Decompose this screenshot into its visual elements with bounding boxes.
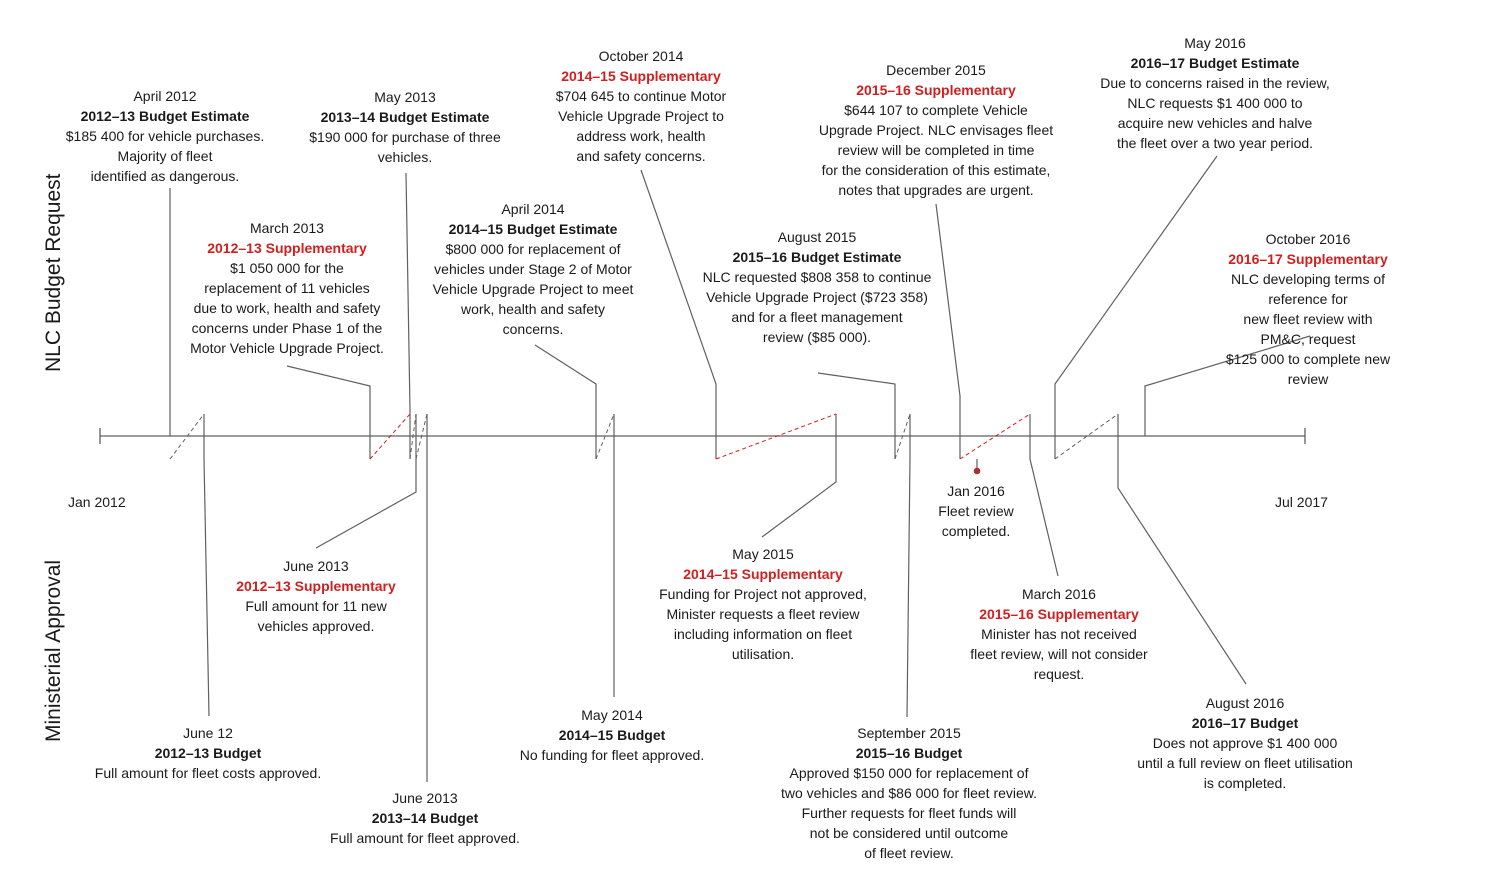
event-text: Funding for Project not approved, Minister requests a fleet review including information on fleet utilisation. <box>659 586 867 662</box>
event-date: May 2016 <box>1184 35 1246 51</box>
event-date: April 2014 <box>501 201 565 217</box>
event-text: Minister has not received fleet review, will not consider request. <box>970 626 1148 682</box>
side-label-nlc-budget-request: NLC Budget Request <box>42 173 65 372</box>
event-text: Due to concerns raised in the review, NLC requests $1 400 000 to acquire new vehicles and halve the fleet over a two year period. <box>1100 75 1330 151</box>
event-date: August 2015 <box>777 229 857 245</box>
connector-line-14 <box>762 414 836 537</box>
event-date: March 2013 <box>250 220 324 236</box>
event-august-2016 <box>1137 693 1353 793</box>
event-may-2013 <box>309 87 500 167</box>
event-text: NLC requested $808 358 to continue Vehicle Upgrade Project ($723 358) and for a fleet management review ($85 000). <box>702 269 932 345</box>
event-text: $185 400 for vehicle purchases. Majority of fleet identified as dangerous. <box>65 128 265 184</box>
event-date: April 2012 <box>133 88 197 104</box>
event-text: Does not approve $1 400 000 until a full review on fleet utilisation is completed. <box>1137 735 1353 791</box>
event-date: June 2013 <box>283 558 349 574</box>
timeline-axis <box>100 428 1305 444</box>
connector-line-11 <box>316 414 416 548</box>
event-may-2015 <box>659 544 867 664</box>
connector-line-8 <box>1055 156 1217 459</box>
connector-line-4 <box>535 345 596 459</box>
event-august-2015 <box>703 227 932 347</box>
event-heading: 2012–13 Budget Estimate <box>80 108 250 124</box>
event-date: October 2016 <box>1265 231 1351 247</box>
event-heading: 2012–13 Supplementary <box>207 240 367 256</box>
event-date: December 2015 <box>886 62 986 78</box>
event-text: Full amount for 11 new vehicles approved. <box>245 598 387 634</box>
event-march-2013 <box>190 218 384 358</box>
fleet-review-milestone-marker <box>974 459 981 474</box>
event-may-2014 <box>520 705 704 765</box>
event-september-2015 <box>781 723 1037 863</box>
event-heading: 2013–14 Budget <box>371 810 479 826</box>
milestone-text: Fleet review completed. <box>938 503 1014 539</box>
event-date: May 2015 <box>732 546 794 562</box>
event-heading: 2015–16 Supplementary <box>856 82 1016 98</box>
event-june-2013-budget <box>330 788 520 848</box>
event-october-2016 <box>1220 229 1397 389</box>
side-label-ministerial-approval: Ministerial Approval <box>42 559 65 742</box>
event-june-2012 <box>95 723 321 783</box>
event-heading: 2016–17 Budget <box>1191 715 1299 731</box>
event-heading: 2014–15 Budget <box>558 727 666 743</box>
event-text: Full amount for fleet costs approved. <box>94 765 322 781</box>
connector-line-16 <box>1030 414 1058 576</box>
event-march-2016 <box>970 584 1147 684</box>
event-date: March 2016 <box>1022 586 1096 602</box>
event-june-2013-supplementary <box>236 556 396 636</box>
event-heading: 2014–15 Supplementary <box>683 566 843 582</box>
event-text: $644 107 to complete Vehicle Upgrade Project. NLC envisages fleet review will be completed in time for the consideration of this estimate, notes that upgrades are urgent. <box>818 102 1054 198</box>
connector-line-15 <box>907 414 910 717</box>
event-heading: 2014–15 Supplementary <box>561 68 721 84</box>
event-heading: 2014–15 Budget Estimate <box>448 221 618 237</box>
event-heading: 2012–13 Budget <box>154 745 262 761</box>
connector-line-7 <box>936 204 960 459</box>
event-april-2014 <box>433 199 634 339</box>
event-heading: 2015–16 Budget Estimate <box>732 249 902 265</box>
event-text: $704 645 to continue Motor Vehicle Upgrade Project to address work, health and safety concerns. <box>555 88 727 164</box>
axis-end-label: Jul 2017 <box>1275 494 1328 510</box>
event-heading: 2016–17 Budget Estimate <box>1130 55 1300 71</box>
axis-start-label: Jan 2012 <box>68 494 126 510</box>
event-heading: 2013–14 Budget Estimate <box>320 109 490 125</box>
connector-line-10 <box>204 414 209 716</box>
event-date: June 2013 <box>392 790 458 806</box>
event-text: $800 000 for replacement of vehicles under Stage 2 of Motor Vehicle Upgrade Project to meet work, health and safety concerns. <box>432 241 634 337</box>
event-date: May 2014 <box>581 707 643 723</box>
event-december-2015 <box>819 60 1053 200</box>
milestone-fleet-review <box>938 481 1013 541</box>
event-april-2012 <box>66 86 264 186</box>
event-text: NLC developing terms of reference for new fleet review with PM&C, request $125 000 to complete new review <box>1225 271 1391 387</box>
event-date: May 2013 <box>374 89 436 105</box>
event-october-2014 <box>556 46 726 166</box>
event-date: October 2014 <box>598 48 684 64</box>
event-date: June 12 <box>183 725 233 741</box>
event-text: $190 000 for purchase of three vehicles. <box>309 129 501 165</box>
event-heading: 2016–17 Supplementary <box>1228 251 1388 267</box>
milestone-date: Jan 2016 <box>947 483 1005 499</box>
event-date: September 2015 <box>857 725 961 741</box>
event-text: No funding for fleet approved. <box>519 747 705 763</box>
event-heading: 2015–16 Budget <box>855 745 963 761</box>
event-text: Full amount for fleet approved. <box>330 830 520 846</box>
event-text: $1 050 000 for the replacement of 11 vehicles due to work, health and safety concerns under Phase 1 of the Motor Vehicle Upgrade Project. <box>190 260 384 356</box>
event-may-2016 <box>1100 33 1330 153</box>
connector-line-3 <box>287 366 370 459</box>
event-text: Approved $150 000 for replacement of two vehicles and $86 000 for fleet review. Further requests for fleet funds will not be considered until outcome of fleet review. <box>780 765 1038 861</box>
event-heading: 2012–13 Supplementary <box>236 578 396 594</box>
event-heading: 2015–16 Supplementary <box>979 606 1139 622</box>
event-date: August 2016 <box>1205 695 1285 711</box>
